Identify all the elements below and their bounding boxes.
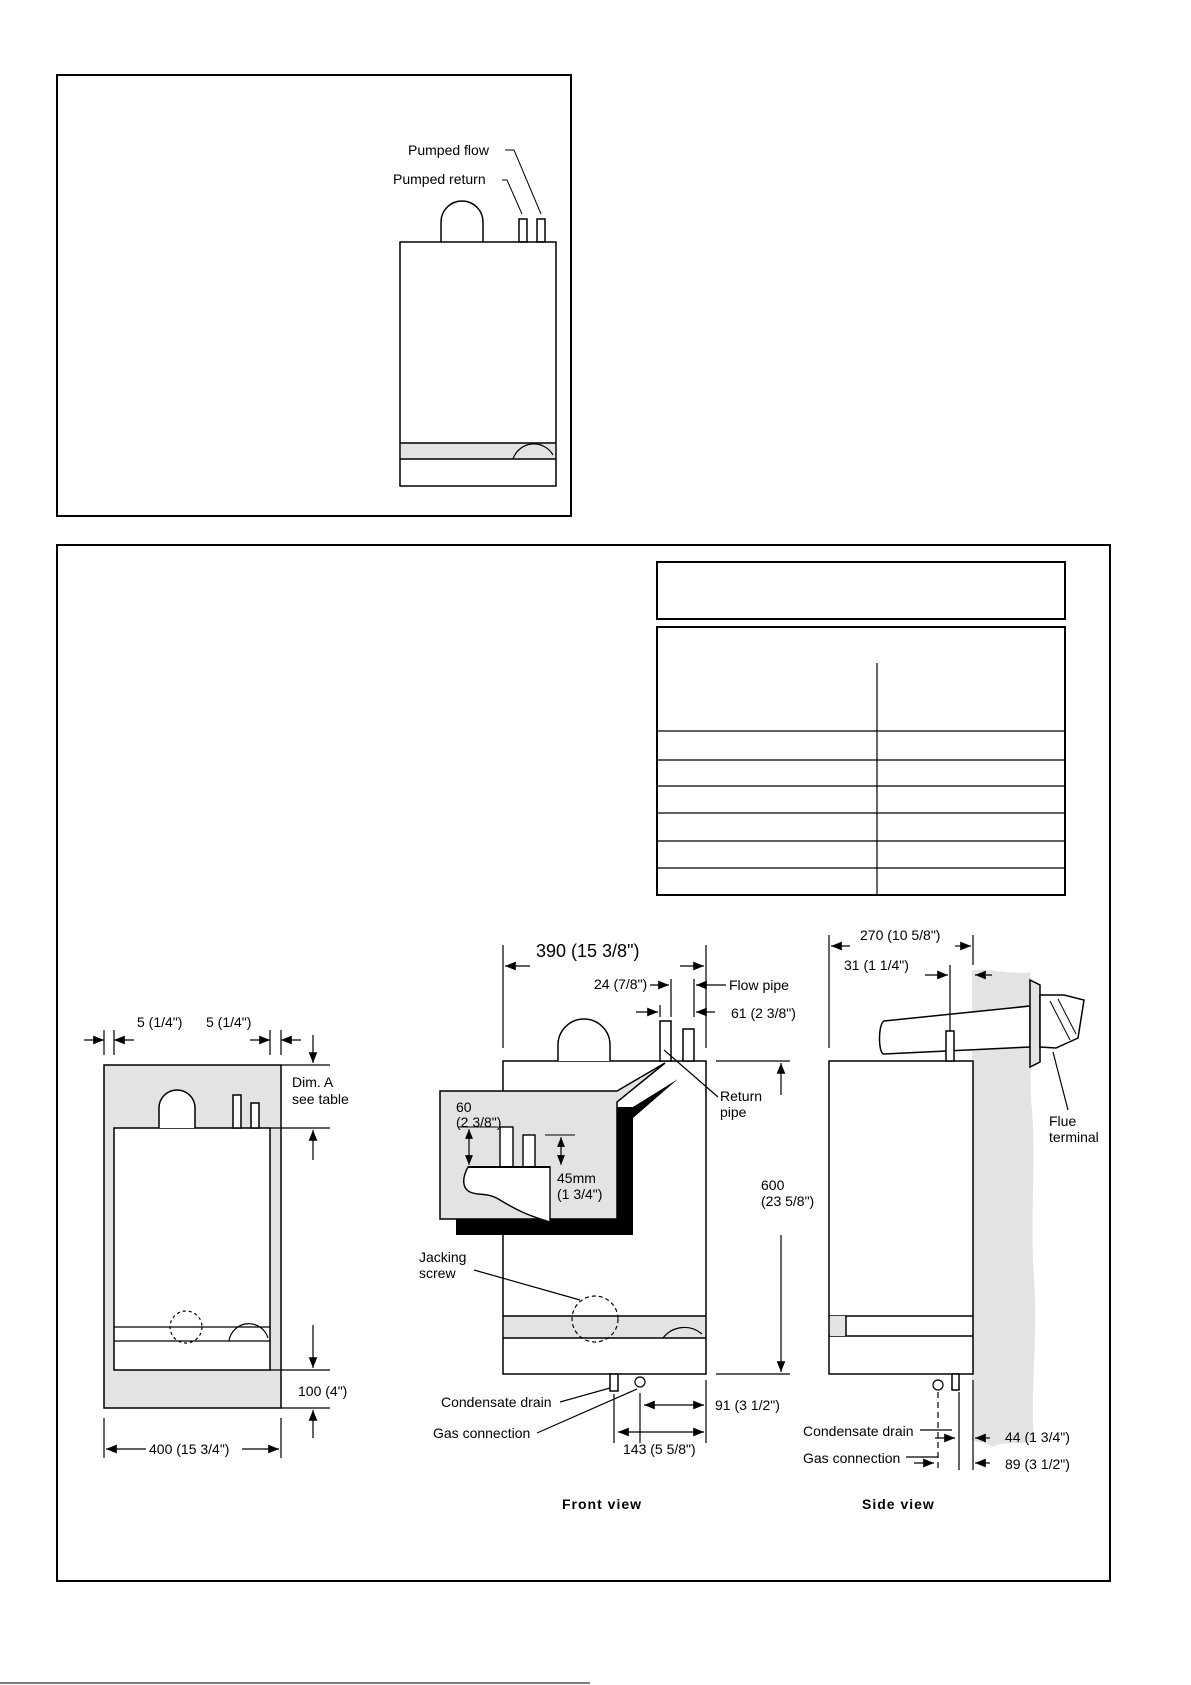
clearance-view — [84, 1014, 349, 1458]
pumped-return-label: Pumped return — [393, 171, 486, 187]
flow-pipe-label: Flow pipe — [729, 977, 789, 993]
flue-offset-label: 31 (1 1/4") — [844, 957, 909, 973]
inset-spacing-label: 60 — [456, 1099, 472, 1115]
front-condensate-drain-label: Condensate drain — [441, 1394, 552, 1410]
jacking-screw-label: Jacking — [419, 1249, 467, 1265]
jacking-screw-label-2: screw — [419, 1265, 456, 1281]
gas-depth-label: 89 (3 1/2") — [1005, 1456, 1070, 1472]
inset-height-label: 45mm — [557, 1170, 596, 1186]
side-view — [803, 927, 1099, 1512]
top-panel — [57, 75, 571, 516]
front-height-imperial-label: (23 5/8") — [761, 1193, 815, 1209]
bottom-clearance-label: 100 (4") — [298, 1383, 348, 1399]
front-view-caption: Front view — [562, 1496, 643, 1512]
flow-spacing-label: 61 (2 3/8") — [731, 1005, 796, 1021]
dimension-table — [657, 562, 1065, 895]
flue-terminal-label-2: terminal — [1049, 1129, 1099, 1145]
inset-height-imperial-label: (1 3/4") — [557, 1186, 603, 1202]
side-gas-connection-label: Gas connection — [803, 1450, 901, 1466]
dim-a-label: Dim. A — [292, 1074, 334, 1090]
return-pipe-label: Return — [720, 1088, 763, 1104]
bottom-panel — [57, 545, 1110, 1581]
return-pipe-label-2: pipe — [720, 1104, 747, 1120]
front-view — [419, 941, 814, 1512]
dim-a-see-table-label: see table — [292, 1091, 349, 1107]
drain-offset-label: 91 (3 1/2") — [715, 1397, 780, 1413]
flue-terminal-label: Flue — [1049, 1113, 1077, 1129]
inset-spacing-imperial-label: (2 3/8") — [456, 1114, 502, 1130]
side-view-caption: Side view — [862, 1496, 935, 1512]
side-clearance-left-label: 5 (1/4") — [137, 1014, 183, 1030]
side-depth-label: 270 (10 5/8") — [860, 927, 941, 943]
pumped-flow-label: Pumped flow — [408, 142, 489, 158]
drain-depth-label: 44 (1 3/4") — [1005, 1429, 1070, 1445]
front-width-label: 390 (15 3/8") — [536, 941, 640, 961]
flow-offset-label: 24 (7/8") — [594, 976, 648, 992]
front-height-label: 600 — [761, 1177, 785, 1193]
overall-width-label: 400 (15 3/4") — [149, 1441, 230, 1457]
side-condensate-drain-label: Condensate drain — [803, 1423, 914, 1439]
gas-offset-label: 143 (5 5/8") — [623, 1441, 696, 1457]
side-clearance-right-label: 5 (1/4") — [206, 1014, 252, 1030]
front-gas-connection-label: Gas connection — [433, 1425, 531, 1441]
top-boiler-drawing — [400, 150, 556, 486]
